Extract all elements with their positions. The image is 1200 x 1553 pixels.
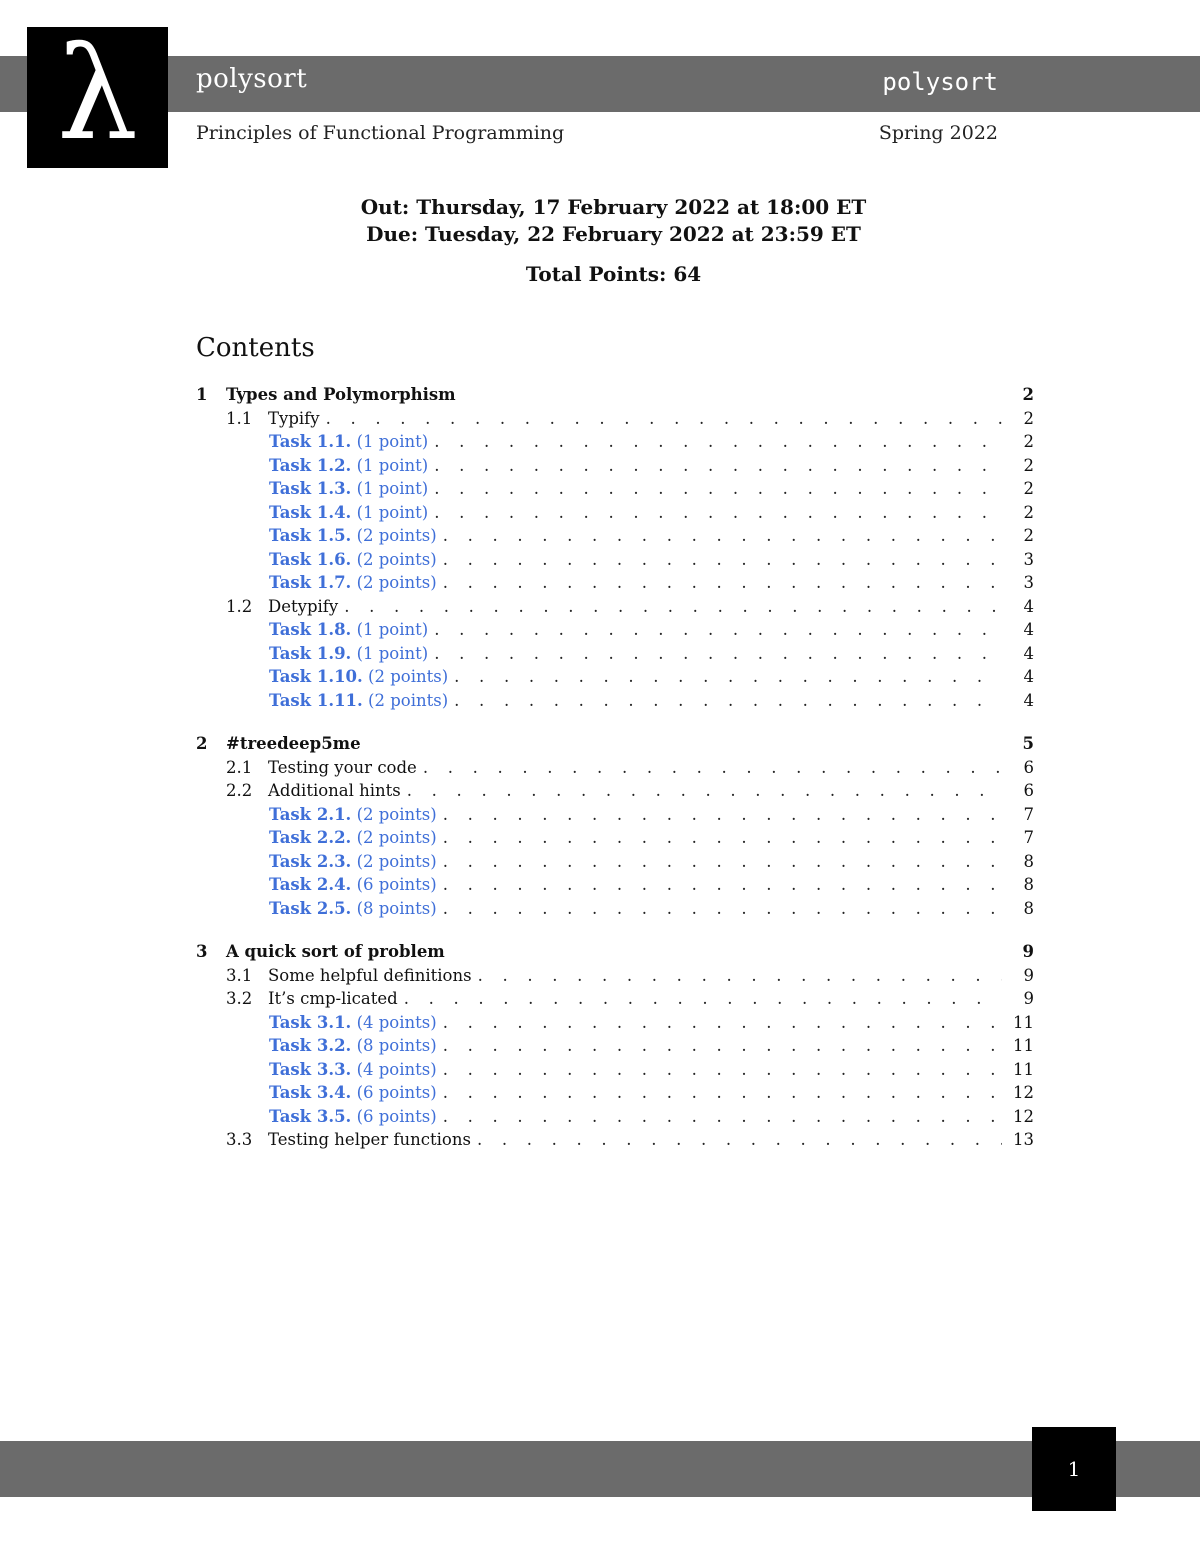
toc-task-link[interactable]	[196, 897, 1034, 921]
toc-number: 3.2	[226, 989, 253, 1008]
toc-task-link[interactable]	[196, 477, 1034, 501]
toc-page-number: 11	[1013, 1012, 1034, 1032]
toc-task-name: Task 1.10.	[269, 667, 363, 686]
toc-page-number: 5	[1022, 734, 1034, 753]
contents-heading: Contents	[196, 333, 315, 363]
toc-task-name: Task 1.3.	[269, 479, 352, 498]
toc-dot-leader	[443, 548, 1002, 572]
toc-task-label	[269, 1034, 437, 1058]
toc-task-name: Task 2.4.	[269, 875, 352, 894]
toc-number: 2.1	[226, 757, 253, 777]
header-bar	[0, 56, 1200, 112]
toc-task-label	[269, 1058, 437, 1082]
toc-section[interactable]	[196, 940, 1034, 964]
header-title: polysort	[196, 64, 308, 94]
toc-page-number: 9	[1023, 989, 1034, 1008]
toc-number: 1.1	[226, 408, 253, 428]
toc-page-number: 2	[1023, 479, 1034, 498]
toc-task-points: (1 point)	[356, 502, 429, 522]
toc-dot-leader	[443, 1011, 1002, 1035]
due-date: Due: Tuesday, 22 February 2022 at 23:59 ET	[366, 222, 861, 246]
toc-task-link[interactable]	[196, 1034, 1034, 1058]
toc-number: 2.2	[226, 781, 253, 800]
toc-number: 3.1	[226, 965, 253, 985]
toc-page-number: 4	[1023, 620, 1034, 639]
toc-dot-leader	[344, 595, 1002, 619]
lambda-logo-glyph: λ	[56, 19, 139, 169]
toc-page-number: 8	[1023, 851, 1034, 871]
toc-dot-leader	[443, 826, 1002, 850]
toc-page-number: 6	[1023, 781, 1034, 800]
toc-task-name: Task 2.2.	[269, 828, 352, 847]
toc-task-label	[269, 430, 428, 454]
toc-page-number: 3	[1023, 573, 1034, 592]
toc-task-points: (1 point)	[356, 643, 429, 663]
toc-task-points: (6 points)	[356, 1106, 437, 1126]
toc-task-link[interactable]	[196, 1105, 1034, 1129]
toc-number: 2	[196, 734, 208, 753]
toc-task-link[interactable]	[196, 1081, 1034, 1105]
toc-task-name: Task 1.7.	[269, 573, 352, 592]
toc-task-link[interactable]	[196, 803, 1034, 827]
toc-number: 1	[196, 385, 208, 404]
toc-dot-leader	[434, 618, 1002, 642]
toc-task-points: (1 point)	[356, 479, 429, 498]
toc-label: Additional hints	[268, 781, 401, 800]
course-name: Principles of Functional Programming	[196, 122, 565, 144]
toc-page-number: 8	[1023, 898, 1034, 918]
toc-task-label	[269, 548, 437, 572]
toc-dot-leader	[443, 1105, 1002, 1129]
toc-task-points: (2 points)	[356, 851, 437, 871]
toc-task-link[interactable]	[196, 454, 1034, 478]
toc-page-number: 2	[1023, 432, 1034, 451]
toc-label: Testing helper functions	[268, 1130, 471, 1149]
toc-page-number: 4	[1023, 596, 1034, 616]
toc-task-link[interactable]	[196, 826, 1034, 850]
toc-task-label	[269, 873, 437, 897]
toc-task-label	[269, 477, 428, 501]
toc-task-points: (4 points)	[356, 1059, 437, 1079]
toc-dot-leader	[326, 407, 1002, 431]
toc-label: Types and Polymorphism	[226, 385, 456, 404]
toc-task-name: Task 1.5.	[269, 526, 352, 545]
toc-task-name: Task 1.8.	[269, 620, 352, 639]
header-code-title: polysort	[882, 68, 998, 96]
toc-dot-leader	[443, 571, 1002, 595]
toc-dot-leader	[434, 430, 1002, 454]
toc-task-points: (2 points)	[356, 549, 437, 569]
toc-dot-leader	[407, 779, 1002, 803]
toc-dot-leader	[443, 1034, 1002, 1058]
toc-task-link[interactable]	[196, 618, 1034, 642]
toc-number: 3	[196, 942, 208, 961]
toc-label: A quick sort of problem	[226, 942, 445, 961]
toc-page-number: 11	[1013, 1036, 1034, 1055]
toc-task-points: (2 points)	[356, 804, 437, 824]
total-points: Total Points: 64	[525, 262, 702, 286]
toc-task-link[interactable]	[196, 850, 1034, 874]
toc-task-label	[269, 618, 428, 642]
toc-label: It’s cmp-licated	[268, 989, 398, 1008]
toc-dot-leader	[434, 454, 1002, 478]
toc-page-number: 4	[1023, 643, 1034, 663]
toc-task-link[interactable]	[196, 642, 1034, 666]
toc-dot-leader	[454, 665, 1002, 689]
toc-page-number: 9	[1023, 965, 1034, 985]
toc-task-name: Task 1.4.	[269, 502, 352, 522]
toc-task-link[interactable]	[196, 430, 1034, 454]
toc-dot-leader	[443, 1058, 1002, 1082]
toc-task-points: (1 point)	[356, 432, 429, 451]
toc-task-name: Task 1.9.	[269, 643, 352, 663]
toc-task-label	[269, 571, 437, 595]
toc-task-points: (2 points)	[356, 828, 437, 847]
toc-page-number: 12	[1013, 1106, 1034, 1126]
toc-page-number: 2	[1022, 385, 1034, 404]
toc-dot-leader	[443, 524, 1002, 548]
toc-dot-leader	[434, 477, 1002, 501]
toc-subsection[interactable]	[196, 987, 1034, 1011]
toc-task-label	[269, 826, 437, 850]
toc-dot-leader	[404, 987, 1002, 1011]
toc-task-name: Task 1.1.	[269, 432, 352, 451]
toc-task-label	[269, 454, 428, 478]
toc-task-link[interactable]	[196, 873, 1034, 897]
toc-task-points: (2 points)	[368, 667, 449, 686]
lambda-logo	[27, 19, 168, 169]
toc-task-points: (2 points)	[356, 526, 437, 545]
toc-task-name: Task 3.1.	[269, 1012, 352, 1032]
toc-label: #treedeep5me	[226, 734, 361, 753]
toc-task-link[interactable]	[196, 501, 1034, 525]
toc-task-name: Task 3.3.	[269, 1059, 352, 1079]
toc-task-points: (6 points)	[356, 875, 437, 894]
toc-page-number: 6	[1023, 757, 1034, 777]
toc-page-number: 4	[1023, 667, 1034, 686]
toc-page-number: 11	[1013, 1059, 1034, 1079]
toc-task-points: (8 points)	[356, 898, 437, 918]
toc-task-link[interactable]	[196, 665, 1034, 689]
toc-dot-leader	[423, 756, 1002, 780]
toc-task-label	[269, 689, 448, 713]
toc-task-points: (2 points)	[368, 690, 449, 710]
toc-page-number: 7	[1023, 828, 1034, 847]
toc-number: 1.2	[226, 596, 253, 616]
toc-subsection[interactable]	[196, 407, 1034, 431]
toc-task-link[interactable]	[196, 524, 1034, 548]
toc-label: Typify	[268, 408, 320, 428]
toc-page-number: 12	[1013, 1083, 1034, 1102]
toc-page-number: 4	[1023, 690, 1034, 710]
toc-page-number: 8	[1023, 875, 1034, 894]
toc-label: Testing your code	[268, 757, 417, 777]
toc-task-name: Task 2.5.	[269, 898, 352, 918]
toc-task-name: Task 2.3.	[269, 851, 352, 871]
toc-page-number: 2	[1023, 408, 1034, 428]
toc-task-name: Task 2.1.	[269, 804, 352, 824]
toc-task-label	[269, 665, 448, 689]
toc-label: Some helpful definitions	[268, 965, 472, 985]
toc-label: Detypify	[268, 596, 339, 616]
toc-subsection[interactable]	[196, 964, 1034, 988]
toc-task-label	[269, 850, 437, 874]
table-of-contents	[196, 383, 1034, 1152]
toc-task-name: Task 1.2.	[269, 455, 352, 475]
toc-task-points: (1 point)	[356, 455, 429, 475]
toc-number: 3.3	[226, 1130, 253, 1149]
toc-subsection[interactable]	[196, 756, 1034, 780]
toc-task-points: (8 points)	[356, 1036, 437, 1055]
toc-task-name: Task 3.4.	[269, 1083, 352, 1102]
toc-page-number: 13	[1013, 1130, 1034, 1149]
toc-dot-leader	[454, 689, 1002, 713]
toc-section[interactable]	[196, 732, 1034, 756]
page-number: 1	[1032, 1427, 1116, 1511]
toc-task-points: (4 points)	[356, 1012, 437, 1032]
toc-dot-leader	[443, 873, 1002, 897]
toc-task-link[interactable]	[196, 1058, 1034, 1082]
toc-task-label	[269, 1081, 437, 1105]
toc-dot-leader	[434, 642, 1002, 666]
toc-task-link[interactable]	[196, 548, 1034, 572]
toc-page-number: 2	[1023, 455, 1034, 475]
toc-task-name: Task 1.6.	[269, 549, 352, 569]
toc-task-points: (2 points)	[356, 573, 437, 592]
toc-task-label	[269, 1011, 437, 1035]
toc-task-link[interactable]	[196, 689, 1034, 713]
toc-task-points: (6 points)	[356, 1083, 437, 1102]
toc-task-points: (1 point)	[356, 620, 429, 639]
toc-task-label	[269, 524, 437, 548]
toc-subsection[interactable]	[196, 1128, 1034, 1152]
toc-task-label	[269, 642, 428, 666]
toc-section[interactable]	[196, 383, 1034, 407]
toc-dot-leader	[443, 850, 1002, 874]
toc-task-label	[269, 1105, 437, 1129]
toc-page-number: 2	[1023, 526, 1034, 545]
toc-page-number: 7	[1023, 804, 1034, 824]
toc-task-name: Task 1.11.	[269, 690, 363, 710]
out-date: Out: Thursday, 17 February 2022 at 18:00 ET	[360, 195, 867, 219]
toc-task-label	[269, 803, 437, 827]
course-term: Spring 2022	[878, 122, 998, 144]
toc-subsection[interactable]	[196, 779, 1034, 803]
toc-dot-leader	[477, 1128, 1002, 1152]
toc-task-link[interactable]	[196, 1011, 1034, 1035]
toc-task-name: Task 3.2.	[269, 1036, 352, 1055]
toc-task-link[interactable]	[196, 571, 1034, 595]
toc-task-name: Task 3.5.	[269, 1106, 352, 1126]
toc-task-label	[269, 501, 428, 525]
toc-dot-leader	[443, 897, 1002, 921]
toc-page-number: 2	[1023, 502, 1034, 522]
toc-dot-leader	[478, 964, 1002, 988]
toc-page-number: 3	[1023, 549, 1034, 569]
toc-dot-leader	[443, 1081, 1002, 1105]
toc-page-number: 9	[1022, 942, 1034, 961]
toc-subsection[interactable]	[196, 595, 1034, 619]
toc-dot-leader	[434, 501, 1002, 525]
toc-task-label	[269, 897, 437, 921]
footer-bar	[0, 1441, 1200, 1497]
toc-dot-leader	[443, 803, 1002, 827]
